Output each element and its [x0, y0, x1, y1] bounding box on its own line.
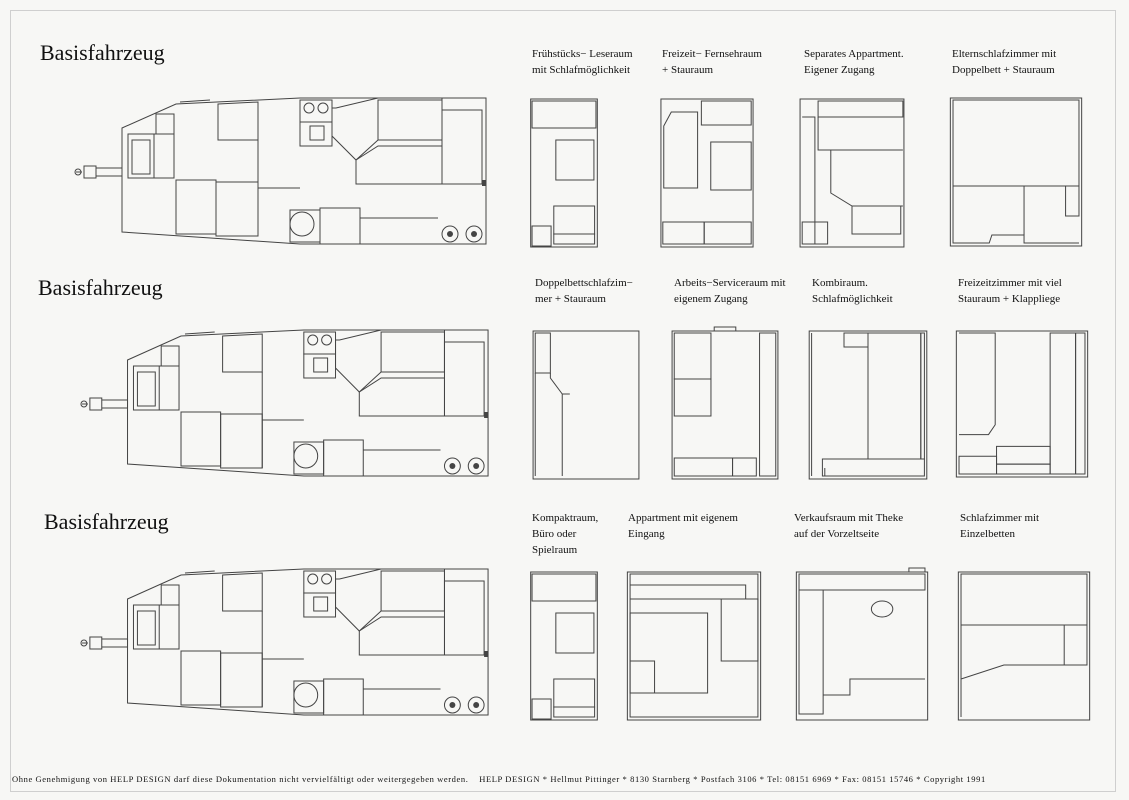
- row2-variant4-caption: Freizeitzimmer mit viel Stauraum + Klappliege: [958, 277, 1062, 305]
- row1-base-vehicle-plan: [72, 96, 492, 246]
- row2-variant3-plan: [808, 330, 928, 480]
- row2-variant3-caption: Kombiraum. Schlafmöglichkeit: [812, 277, 893, 305]
- copyright-notice: Ohne Genehmigung von HELP DESIGN darf diese Dokumentation nicht vervielfältigt oder weitergegeben werden.: [12, 774, 469, 784]
- row3-variant3-caption: Verkaufsraum mit Theke auf der Vorzeltseite: [794, 512, 904, 540]
- row3-variant2-plan: [626, 571, 762, 721]
- row3-variant4-caption: Schlafzimmer mit Einzelbetten: [960, 512, 1040, 540]
- row1-variant4-caption: Elternschlafzimmer mit Doppelbett + Stauraum: [952, 48, 1057, 76]
- row1-variant4-plan: [949, 97, 1083, 247]
- row3-variant3-plan: [795, 571, 929, 721]
- row1-heading: Basisfahrzeug: [40, 40, 165, 65]
- row2-variant2-plan: [671, 330, 779, 480]
- row3-variant1-plan: [530, 571, 598, 721]
- row2-variant1-plan: [532, 330, 640, 480]
- publisher-address: HELP DESIGN * Hellmut Pittinger * 8130 Starnberg * Postfach 3106 * Tel: 08151 6969 * Fax: 08151 15746 * Copyright 1991: [479, 774, 986, 784]
- row1-variant1-plan: [530, 98, 598, 248]
- row2-base-vehicle-plan: [78, 328, 494, 478]
- row1-variant1-caption: Frühstücks− Leseraum mit Schlafmöglichkeit: [532, 48, 633, 76]
- row2-heading: Basisfahrzeug: [38, 275, 163, 300]
- row1-variant2-plan: [660, 98, 754, 248]
- row2-variant1-caption: Doppelbettschlafzim− mer + Stauraum: [535, 277, 633, 305]
- row3-variant2-caption: Appartment mit eigenem Eingang: [628, 512, 738, 540]
- row1-variant2-caption: Freizeit− Fernsehraum + Stauraum: [662, 48, 762, 76]
- row2-variant2-caption: Arbeits−Serviceraum mit eigenem Zugang: [674, 277, 786, 305]
- row3-heading: Basisfahrzeug: [44, 509, 169, 534]
- row3-variant1-caption: Kompaktraum, Büro oder Spielraum: [532, 512, 599, 556]
- row2-variant4-plan: [955, 330, 1089, 478]
- row3-variant4-plan: [957, 571, 1091, 721]
- footer: [12, 774, 994, 784]
- row3-base-vehicle-plan: [78, 567, 494, 717]
- row1-variant3-caption: Separates Appartment. Eigener Zugang: [804, 48, 904, 76]
- row1-variant3-plan: [799, 98, 905, 248]
